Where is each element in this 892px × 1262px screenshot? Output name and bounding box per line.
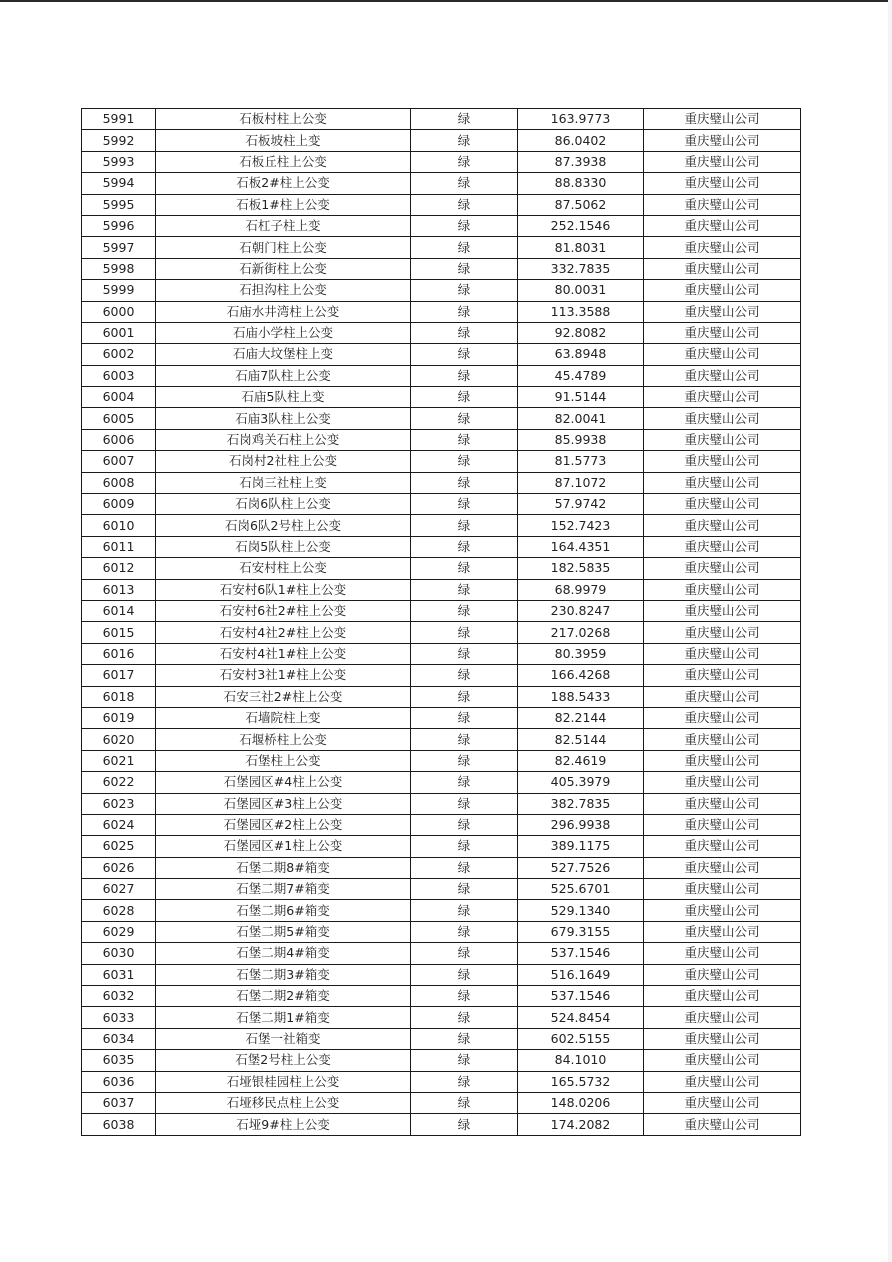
status-color-cell: 绿 bbox=[411, 322, 518, 343]
row-id-cell: 6016 bbox=[82, 643, 156, 664]
transformer-name-cell: 石堡二期1#箱变 bbox=[156, 1007, 411, 1028]
table-row bbox=[82, 365, 801, 386]
table-row bbox=[82, 258, 801, 279]
value-cell: 529.1340 bbox=[518, 900, 644, 921]
row-id-cell: 5992 bbox=[82, 130, 156, 151]
status-color-cell: 绿 bbox=[411, 130, 518, 151]
company-cell: 重庆璧山公司 bbox=[644, 686, 801, 707]
company-cell: 重庆璧山公司 bbox=[644, 344, 801, 365]
table-row bbox=[82, 1092, 801, 1113]
table-row bbox=[82, 344, 801, 365]
table-row bbox=[82, 109, 801, 130]
status-color-cell: 绿 bbox=[411, 494, 518, 515]
row-id-cell: 6002 bbox=[82, 344, 156, 365]
transformer-name-cell: 石杠子柱上变 bbox=[156, 215, 411, 236]
value-cell: 524.8454 bbox=[518, 1007, 644, 1028]
page-right-edge bbox=[888, 0, 892, 1262]
table-row bbox=[82, 643, 801, 664]
table-row bbox=[82, 215, 801, 236]
transformer-name-cell: 石堰桥柱上公变 bbox=[156, 729, 411, 750]
row-id-cell: 5999 bbox=[82, 280, 156, 301]
company-cell: 重庆璧山公司 bbox=[644, 451, 801, 472]
transformer-name-cell: 石堡园区#2柱上公变 bbox=[156, 814, 411, 835]
transformer-name-cell: 石庙3队柱上公变 bbox=[156, 408, 411, 429]
table-row bbox=[82, 707, 801, 728]
status-color-cell: 绿 bbox=[411, 857, 518, 878]
company-cell: 重庆璧山公司 bbox=[644, 1114, 801, 1135]
status-color-cell: 绿 bbox=[411, 387, 518, 408]
table-row bbox=[82, 921, 801, 942]
row-id-cell: 6000 bbox=[82, 301, 156, 322]
row-id-cell: 6032 bbox=[82, 986, 156, 1007]
row-id-cell: 6009 bbox=[82, 494, 156, 515]
status-color-cell: 绿 bbox=[411, 365, 518, 386]
row-id-cell: 6020 bbox=[82, 729, 156, 750]
table-row bbox=[82, 151, 801, 172]
transformer-name-cell: 石安村柱上公变 bbox=[156, 558, 411, 579]
table-row bbox=[82, 1028, 801, 1049]
status-color-cell: 绿 bbox=[411, 643, 518, 664]
status-color-cell: 绿 bbox=[411, 622, 518, 643]
value-cell: 113.3588 bbox=[518, 301, 644, 322]
value-cell: 252.1546 bbox=[518, 215, 644, 236]
value-cell: 82.0041 bbox=[518, 408, 644, 429]
value-cell: 230.8247 bbox=[518, 600, 644, 621]
table-row bbox=[82, 622, 801, 643]
transformer-name-cell: 石堡二期2#箱变 bbox=[156, 986, 411, 1007]
value-cell: 92.8082 bbox=[518, 322, 644, 343]
transformer-data-table bbox=[81, 108, 801, 1136]
value-cell: 217.0268 bbox=[518, 622, 644, 643]
company-cell: 重庆璧山公司 bbox=[644, 130, 801, 151]
company-cell: 重庆璧山公司 bbox=[644, 857, 801, 878]
status-color-cell: 绿 bbox=[411, 900, 518, 921]
company-cell: 重庆璧山公司 bbox=[644, 943, 801, 964]
table-row bbox=[82, 408, 801, 429]
transformer-name-cell: 石庙小学柱上公变 bbox=[156, 322, 411, 343]
company-cell: 重庆璧山公司 bbox=[644, 1028, 801, 1049]
value-cell: 164.4351 bbox=[518, 536, 644, 557]
company-cell: 重庆璧山公司 bbox=[644, 237, 801, 258]
company-cell: 重庆璧山公司 bbox=[644, 579, 801, 600]
value-cell: 182.5835 bbox=[518, 558, 644, 579]
company-cell: 重庆璧山公司 bbox=[644, 472, 801, 493]
value-cell: 80.0031 bbox=[518, 280, 644, 301]
transformer-name-cell: 石堡园区#3柱上公变 bbox=[156, 793, 411, 814]
row-id-cell: 6007 bbox=[82, 451, 156, 472]
company-cell: 重庆璧山公司 bbox=[644, 879, 801, 900]
transformer-name-cell: 石堡二期8#箱变 bbox=[156, 857, 411, 878]
status-color-cell: 绿 bbox=[411, 686, 518, 707]
status-color-cell: 绿 bbox=[411, 515, 518, 536]
value-cell: 516.1649 bbox=[518, 964, 644, 985]
row-id-cell: 6024 bbox=[82, 814, 156, 835]
value-cell: 91.5144 bbox=[518, 387, 644, 408]
row-id-cell: 6003 bbox=[82, 365, 156, 386]
transformer-name-cell: 石岗鸡关石柱上公变 bbox=[156, 429, 411, 450]
company-cell: 重庆璧山公司 bbox=[644, 836, 801, 857]
transformer-name-cell: 石庙7队柱上公变 bbox=[156, 365, 411, 386]
company-cell: 重庆璧山公司 bbox=[644, 408, 801, 429]
status-color-cell: 绿 bbox=[411, 237, 518, 258]
table-row bbox=[82, 387, 801, 408]
table-row bbox=[82, 964, 801, 985]
transformer-name-cell: 石堡园区#4柱上公变 bbox=[156, 772, 411, 793]
status-color-cell: 绿 bbox=[411, 151, 518, 172]
table-row bbox=[82, 322, 801, 343]
value-cell: 382.7835 bbox=[518, 793, 644, 814]
value-cell: 84.1010 bbox=[518, 1050, 644, 1071]
row-id-cell: 6035 bbox=[82, 1050, 156, 1071]
transformer-name-cell: 石板村柱上公变 bbox=[156, 109, 411, 130]
table-row bbox=[82, 665, 801, 686]
row-id-cell: 6019 bbox=[82, 707, 156, 728]
status-color-cell: 绿 bbox=[411, 1050, 518, 1071]
company-cell: 重庆璧山公司 bbox=[644, 707, 801, 728]
row-id-cell: 5997 bbox=[82, 237, 156, 258]
row-id-cell: 6031 bbox=[82, 964, 156, 985]
company-cell: 重庆璧山公司 bbox=[644, 173, 801, 194]
row-id-cell: 5998 bbox=[82, 258, 156, 279]
row-id-cell: 6005 bbox=[82, 408, 156, 429]
value-cell: 537.1546 bbox=[518, 986, 644, 1007]
status-color-cell: 绿 bbox=[411, 536, 518, 557]
value-cell: 166.4268 bbox=[518, 665, 644, 686]
table-row bbox=[82, 451, 801, 472]
value-cell: 405.3979 bbox=[518, 772, 644, 793]
row-id-cell: 6015 bbox=[82, 622, 156, 643]
company-cell: 重庆璧山公司 bbox=[644, 194, 801, 215]
table-row bbox=[82, 836, 801, 857]
company-cell: 重庆璧山公司 bbox=[644, 258, 801, 279]
company-cell: 重庆璧山公司 bbox=[644, 301, 801, 322]
table-row bbox=[82, 1050, 801, 1071]
company-cell: 重庆璧山公司 bbox=[644, 515, 801, 536]
table-body bbox=[82, 109, 801, 1136]
status-color-cell: 绿 bbox=[411, 665, 518, 686]
row-id-cell: 6012 bbox=[82, 558, 156, 579]
status-color-cell: 绿 bbox=[411, 943, 518, 964]
company-cell: 重庆璧山公司 bbox=[644, 387, 801, 408]
value-cell: 63.8948 bbox=[518, 344, 644, 365]
value-cell: 602.5155 bbox=[518, 1028, 644, 1049]
transformer-name-cell: 石板坡柱上变 bbox=[156, 130, 411, 151]
transformer-name-cell: 石庙大坟堡柱上变 bbox=[156, 344, 411, 365]
transformer-name-cell: 石岗三社柱上变 bbox=[156, 472, 411, 493]
transformer-name-cell: 石庙5队柱上变 bbox=[156, 387, 411, 408]
table-row bbox=[82, 429, 801, 450]
value-cell: 527.7526 bbox=[518, 857, 644, 878]
company-cell: 重庆璧山公司 bbox=[644, 322, 801, 343]
status-color-cell: 绿 bbox=[411, 579, 518, 600]
value-cell: 163.9773 bbox=[518, 109, 644, 130]
transformer-name-cell: 石堡一社箱变 bbox=[156, 1028, 411, 1049]
status-color-cell: 绿 bbox=[411, 1114, 518, 1135]
value-cell: 88.8330 bbox=[518, 173, 644, 194]
company-cell: 重庆璧山公司 bbox=[644, 280, 801, 301]
value-cell: 57.9742 bbox=[518, 494, 644, 515]
table-row bbox=[82, 814, 801, 835]
status-color-cell: 绿 bbox=[411, 1028, 518, 1049]
row-id-cell: 6022 bbox=[82, 772, 156, 793]
company-cell: 重庆璧山公司 bbox=[644, 1050, 801, 1071]
table-row bbox=[82, 943, 801, 964]
value-cell: 68.9979 bbox=[518, 579, 644, 600]
status-color-cell: 绿 bbox=[411, 1092, 518, 1113]
transformer-name-cell: 石岗村2社柱上公变 bbox=[156, 451, 411, 472]
transformer-name-cell: 石庙水井湾柱上公变 bbox=[156, 301, 411, 322]
row-id-cell: 6021 bbox=[82, 750, 156, 771]
transformer-name-cell: 石安村3社1#柱上公变 bbox=[156, 665, 411, 686]
status-color-cell: 绿 bbox=[411, 301, 518, 322]
row-id-cell: 6010 bbox=[82, 515, 156, 536]
company-cell: 重庆璧山公司 bbox=[644, 986, 801, 1007]
transformer-name-cell: 石垭9#柱上公变 bbox=[156, 1114, 411, 1135]
value-cell: 165.5732 bbox=[518, 1071, 644, 1092]
table-row bbox=[82, 301, 801, 322]
company-cell: 重庆璧山公司 bbox=[644, 215, 801, 236]
transformer-name-cell: 石新街柱上公变 bbox=[156, 258, 411, 279]
table-row bbox=[82, 536, 801, 557]
transformer-name-cell: 石垭移民点柱上公变 bbox=[156, 1092, 411, 1113]
company-cell: 重庆璧山公司 bbox=[644, 429, 801, 450]
status-color-cell: 绿 bbox=[411, 793, 518, 814]
status-color-cell: 绿 bbox=[411, 750, 518, 771]
row-id-cell: 6028 bbox=[82, 900, 156, 921]
row-id-cell: 6033 bbox=[82, 1007, 156, 1028]
transformer-name-cell: 石安村6社2#柱上公变 bbox=[156, 600, 411, 621]
table-row bbox=[82, 237, 801, 258]
status-color-cell: 绿 bbox=[411, 879, 518, 900]
row-id-cell: 6011 bbox=[82, 536, 156, 557]
value-cell: 152.7423 bbox=[518, 515, 644, 536]
value-cell: 148.0206 bbox=[518, 1092, 644, 1113]
row-id-cell: 6006 bbox=[82, 429, 156, 450]
company-cell: 重庆璧山公司 bbox=[644, 109, 801, 130]
company-cell: 重庆璧山公司 bbox=[644, 1071, 801, 1092]
row-id-cell: 6026 bbox=[82, 857, 156, 878]
company-cell: 重庆璧山公司 bbox=[644, 900, 801, 921]
row-id-cell: 6034 bbox=[82, 1028, 156, 1049]
table-row bbox=[82, 986, 801, 1007]
value-cell: 296.9938 bbox=[518, 814, 644, 835]
value-cell: 82.4619 bbox=[518, 750, 644, 771]
row-id-cell: 6038 bbox=[82, 1114, 156, 1135]
table-row bbox=[82, 729, 801, 750]
row-id-cell: 6018 bbox=[82, 686, 156, 707]
table-row bbox=[82, 750, 801, 771]
value-cell: 80.3959 bbox=[518, 643, 644, 664]
company-cell: 重庆璧山公司 bbox=[644, 793, 801, 814]
value-cell: 537.1546 bbox=[518, 943, 644, 964]
row-id-cell: 5996 bbox=[82, 215, 156, 236]
status-color-cell: 绿 bbox=[411, 109, 518, 130]
status-color-cell: 绿 bbox=[411, 964, 518, 985]
transformer-name-cell: 石岗5队柱上公变 bbox=[156, 536, 411, 557]
row-id-cell: 6037 bbox=[82, 1092, 156, 1113]
transformer-name-cell: 石板2#柱上公变 bbox=[156, 173, 411, 194]
transformer-name-cell: 石板丘柱上公变 bbox=[156, 151, 411, 172]
row-id-cell: 6023 bbox=[82, 793, 156, 814]
transformer-name-cell: 石墙院柱上变 bbox=[156, 707, 411, 728]
value-cell: 81.8031 bbox=[518, 237, 644, 258]
table-row bbox=[82, 1007, 801, 1028]
row-id-cell: 6014 bbox=[82, 600, 156, 621]
transformer-name-cell: 石堡二期5#箱变 bbox=[156, 921, 411, 942]
value-cell: 679.3155 bbox=[518, 921, 644, 942]
table-row bbox=[82, 130, 801, 151]
status-color-cell: 绿 bbox=[411, 258, 518, 279]
transformer-name-cell: 石堡二期6#箱变 bbox=[156, 900, 411, 921]
status-color-cell: 绿 bbox=[411, 429, 518, 450]
row-id-cell: 6025 bbox=[82, 836, 156, 857]
company-cell: 重庆璧山公司 bbox=[644, 1007, 801, 1028]
company-cell: 重庆璧山公司 bbox=[644, 1092, 801, 1113]
table-row bbox=[82, 494, 801, 515]
transformer-name-cell: 石堡二期4#箱变 bbox=[156, 943, 411, 964]
transformer-name-cell: 石朝门柱上公变 bbox=[156, 237, 411, 258]
value-cell: 188.5433 bbox=[518, 686, 644, 707]
status-color-cell: 绿 bbox=[411, 472, 518, 493]
transformer-name-cell: 石堡2号柱上公变 bbox=[156, 1050, 411, 1071]
row-id-cell: 5995 bbox=[82, 194, 156, 215]
transformer-name-cell: 石安村4社2#柱上公变 bbox=[156, 622, 411, 643]
status-color-cell: 绿 bbox=[411, 215, 518, 236]
status-color-cell: 绿 bbox=[411, 921, 518, 942]
company-cell: 重庆璧山公司 bbox=[644, 536, 801, 557]
table-row bbox=[82, 600, 801, 621]
company-cell: 重庆璧山公司 bbox=[644, 750, 801, 771]
table-row bbox=[82, 194, 801, 215]
status-color-cell: 绿 bbox=[411, 986, 518, 1007]
value-cell: 82.2144 bbox=[518, 707, 644, 728]
transformer-name-cell: 石堡二期7#箱变 bbox=[156, 879, 411, 900]
company-cell: 重庆璧山公司 bbox=[644, 921, 801, 942]
transformer-name-cell: 石安村4社1#柱上公变 bbox=[156, 643, 411, 664]
table-row bbox=[82, 173, 801, 194]
transformer-name-cell: 石堡二期3#箱变 bbox=[156, 964, 411, 985]
company-cell: 重庆璧山公司 bbox=[644, 494, 801, 515]
transformer-name-cell: 石岗6队2号柱上公变 bbox=[156, 515, 411, 536]
company-cell: 重庆璧山公司 bbox=[644, 600, 801, 621]
value-cell: 174.2082 bbox=[518, 1114, 644, 1135]
transformer-name-cell: 石担沟柱上公变 bbox=[156, 280, 411, 301]
status-color-cell: 绿 bbox=[411, 772, 518, 793]
row-id-cell: 6001 bbox=[82, 322, 156, 343]
table-row bbox=[82, 1114, 801, 1135]
transformer-name-cell: 石岗6队柱上公变 bbox=[156, 494, 411, 515]
table-row bbox=[82, 515, 801, 536]
transformer-name-cell: 石垭银桂园柱上公变 bbox=[156, 1071, 411, 1092]
status-color-cell: 绿 bbox=[411, 280, 518, 301]
status-color-cell: 绿 bbox=[411, 344, 518, 365]
table-row bbox=[82, 772, 801, 793]
value-cell: 525.6701 bbox=[518, 879, 644, 900]
row-id-cell: 5994 bbox=[82, 173, 156, 194]
table-row bbox=[82, 793, 801, 814]
status-color-cell: 绿 bbox=[411, 729, 518, 750]
value-cell: 85.9938 bbox=[518, 429, 644, 450]
company-cell: 重庆璧山公司 bbox=[644, 151, 801, 172]
transformer-name-cell: 石堡柱上公变 bbox=[156, 750, 411, 771]
table-row bbox=[82, 472, 801, 493]
page-top-border bbox=[0, 0, 892, 2]
table-row bbox=[82, 879, 801, 900]
row-id-cell: 6013 bbox=[82, 579, 156, 600]
table-row bbox=[82, 900, 801, 921]
value-cell: 81.5773 bbox=[518, 451, 644, 472]
row-id-cell: 6029 bbox=[82, 921, 156, 942]
row-id-cell: 6030 bbox=[82, 943, 156, 964]
table-row bbox=[82, 579, 801, 600]
status-color-cell: 绿 bbox=[411, 408, 518, 429]
row-id-cell: 5993 bbox=[82, 151, 156, 172]
row-id-cell: 6027 bbox=[82, 879, 156, 900]
value-cell: 45.4789 bbox=[518, 365, 644, 386]
table-row bbox=[82, 686, 801, 707]
table-row bbox=[82, 558, 801, 579]
table-row bbox=[82, 1071, 801, 1092]
status-color-cell: 绿 bbox=[411, 600, 518, 621]
value-cell: 332.7835 bbox=[518, 258, 644, 279]
status-color-cell: 绿 bbox=[411, 1071, 518, 1092]
company-cell: 重庆璧山公司 bbox=[644, 622, 801, 643]
row-id-cell: 5991 bbox=[82, 109, 156, 130]
transformer-name-cell: 石安三社2#柱上公变 bbox=[156, 686, 411, 707]
company-cell: 重庆璧山公司 bbox=[644, 558, 801, 579]
transformer-name-cell: 石堡园区#1柱上公变 bbox=[156, 836, 411, 857]
value-cell: 87.1072 bbox=[518, 472, 644, 493]
status-color-cell: 绿 bbox=[411, 194, 518, 215]
status-color-cell: 绿 bbox=[411, 707, 518, 728]
status-color-cell: 绿 bbox=[411, 1007, 518, 1028]
company-cell: 重庆璧山公司 bbox=[644, 964, 801, 985]
value-cell: 389.1175 bbox=[518, 836, 644, 857]
status-color-cell: 绿 bbox=[411, 814, 518, 835]
row-id-cell: 6004 bbox=[82, 387, 156, 408]
table-row bbox=[82, 280, 801, 301]
company-cell: 重庆璧山公司 bbox=[644, 814, 801, 835]
company-cell: 重庆璧山公司 bbox=[644, 665, 801, 686]
company-cell: 重庆璧山公司 bbox=[644, 772, 801, 793]
status-color-cell: 绿 bbox=[411, 173, 518, 194]
transformer-name-cell: 石板1#柱上公变 bbox=[156, 194, 411, 215]
table-row bbox=[82, 857, 801, 878]
value-cell: 86.0402 bbox=[518, 130, 644, 151]
row-id-cell: 6036 bbox=[82, 1071, 156, 1092]
transformer-name-cell: 石安村6队1#柱上公变 bbox=[156, 579, 411, 600]
status-color-cell: 绿 bbox=[411, 558, 518, 579]
value-cell: 87.5062 bbox=[518, 194, 644, 215]
value-cell: 87.3938 bbox=[518, 151, 644, 172]
value-cell: 82.5144 bbox=[518, 729, 644, 750]
status-color-cell: 绿 bbox=[411, 836, 518, 857]
company-cell: 重庆璧山公司 bbox=[644, 643, 801, 664]
company-cell: 重庆璧山公司 bbox=[644, 729, 801, 750]
company-cell: 重庆璧山公司 bbox=[644, 365, 801, 386]
status-color-cell: 绿 bbox=[411, 451, 518, 472]
row-id-cell: 6017 bbox=[82, 665, 156, 686]
row-id-cell: 6008 bbox=[82, 472, 156, 493]
